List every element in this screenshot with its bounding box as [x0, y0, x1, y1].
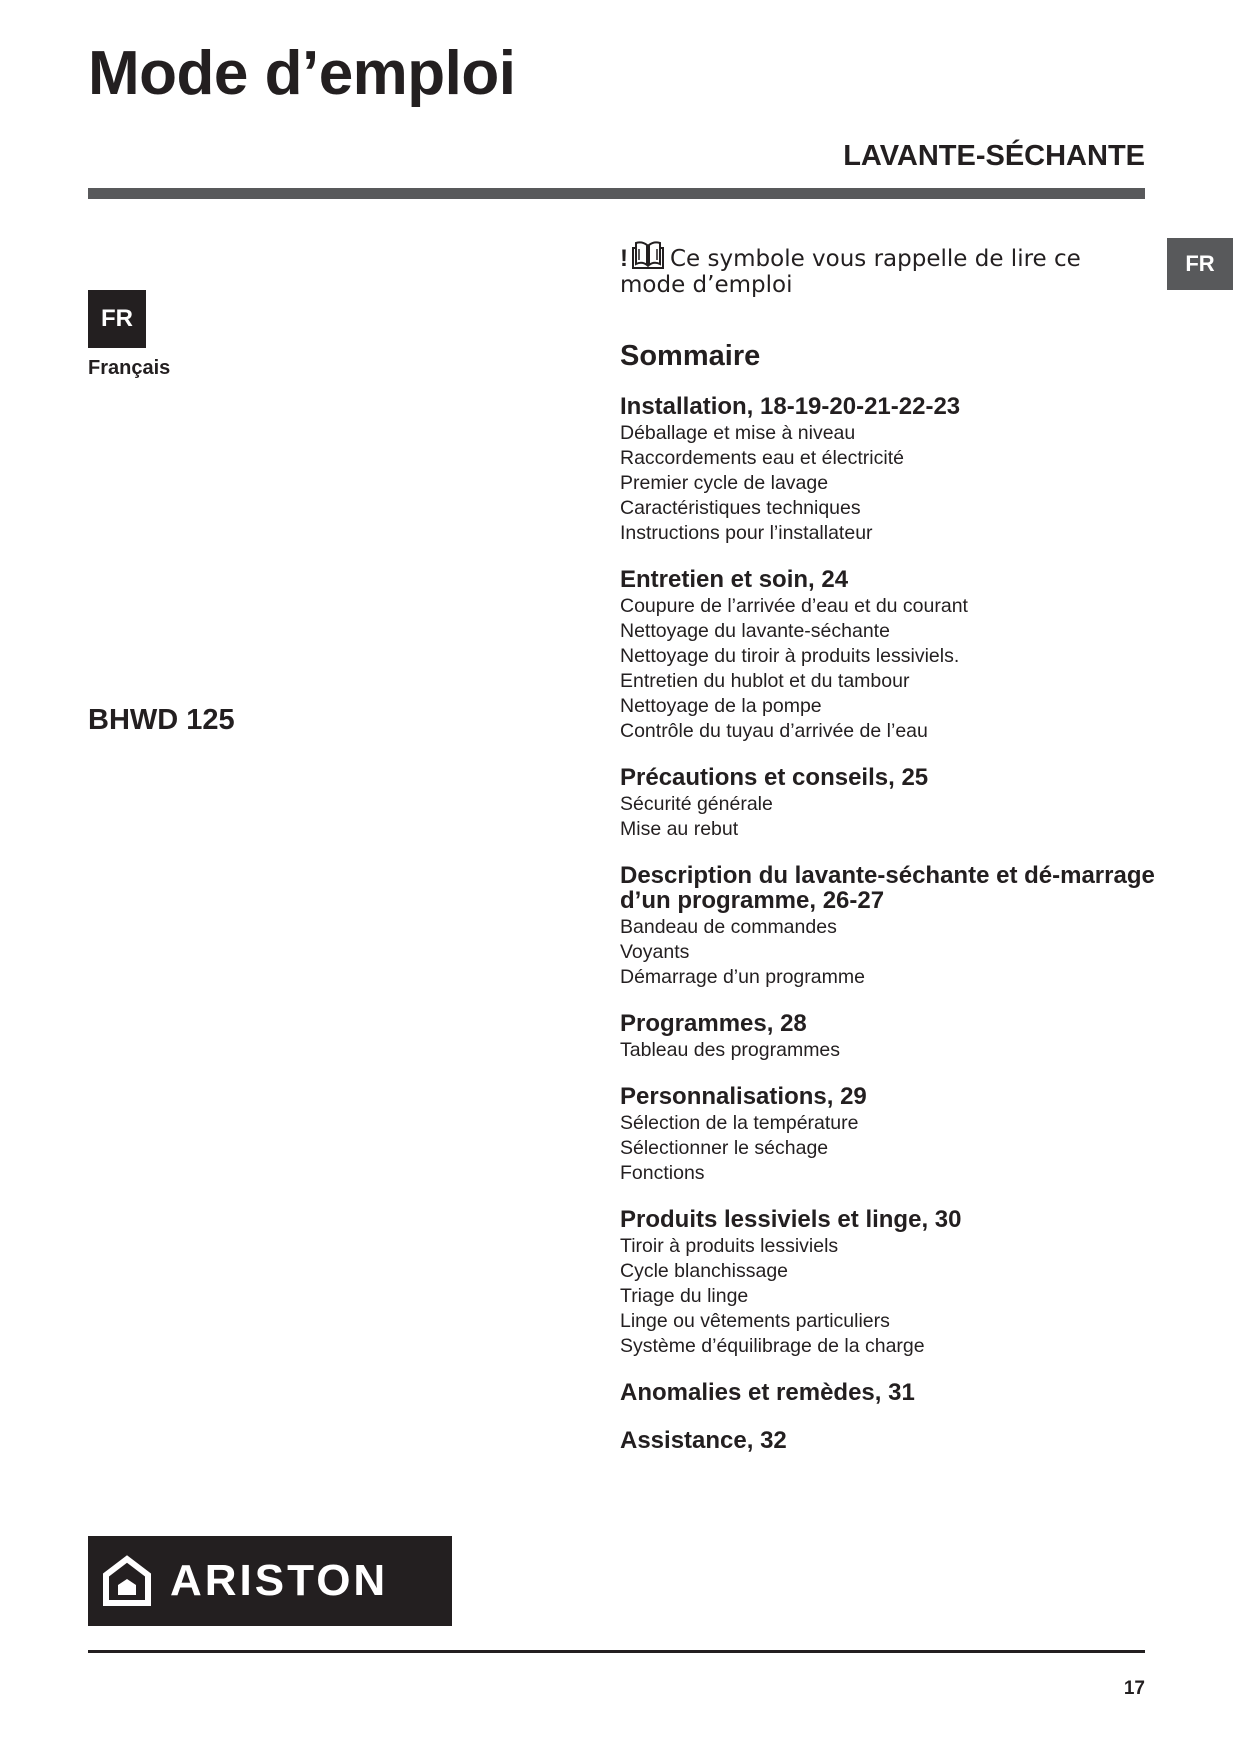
toc-section-heading: Produits lessiviels et linge, 30 [620, 1206, 962, 1233]
toc-item: Fonctions [620, 1162, 705, 1184]
toc-section [620, 1011, 1160, 1063]
toc-section [620, 1380, 1160, 1407]
toc-section [620, 863, 1160, 990]
toc-item: Bandeau de commandes [620, 916, 837, 938]
warning-mark: ! [620, 245, 628, 272]
toc-item: Contrôle du tuyau d’arrivée de l’eau [620, 720, 928, 742]
toc-section-heading: Entretien et soin, 24 [620, 566, 849, 593]
toc-item: Mise au rebut [620, 818, 739, 840]
toc-section-heading: Personnalisations, 29 [620, 1083, 867, 1110]
toc-item: Triage du linge [620, 1285, 749, 1307]
toc-item: Système d’équilibrage de la charge [620, 1335, 925, 1357]
product-type-subtitle: LAVANTE-SÉCHANTE [843, 140, 1145, 172]
toc-item: Tiroir à produits lessiviels [620, 1235, 839, 1257]
toc-item: Tableau des programmes [620, 1039, 841, 1061]
toc-item: Démarrage d’un programme [620, 966, 865, 988]
toc-item: Entretien du hublot et du tambour [620, 670, 910, 692]
footer-divider [88, 1650, 1145, 1653]
toc-item: Nettoyage de la pompe [620, 695, 822, 717]
toc-item: Déballage et mise à niveau [620, 422, 856, 444]
brand-name: ARISTON [170, 1556, 389, 1605]
header-divider [88, 188, 1145, 199]
toc-item: Premier cycle de lavage [620, 472, 829, 494]
toc-title: Sommaire [620, 340, 761, 372]
open-book-icon [630, 240, 666, 270]
toc-item: Sélectionner le séchage [620, 1137, 829, 1159]
toc-item-list [620, 421, 1160, 546]
toc-section-heading: Anomalies et remèdes, 31 [620, 1379, 915, 1406]
ariston-logo [88, 1536, 452, 1626]
toc-section [620, 1428, 1160, 1455]
toc-item: Voyants [620, 941, 690, 963]
toc-section-heading: Installation, 18-19-20-21-22-23 [620, 393, 961, 420]
toc-sections [620, 394, 1160, 1455]
table-of-contents [620, 338, 1160, 1476]
house-logo-icon [102, 1555, 152, 1607]
toc-item-list [620, 1234, 1160, 1359]
toc-item: Sécurité générale [620, 793, 773, 815]
language-badge: FR [88, 290, 146, 348]
toc-item-list [620, 1111, 1160, 1186]
toc-item: Sélection de la température [620, 1112, 859, 1134]
toc-item-list [620, 915, 1160, 990]
language-side-tab: FR [1167, 238, 1233, 290]
toc-section [620, 765, 1160, 842]
toc-section-heading: Description du lavante-séchante et dé-marrage d’un programme, 26-27 [620, 862, 1155, 914]
toc-section-heading: Assistance, 32 [620, 1427, 787, 1454]
toc-section [620, 394, 1160, 546]
language-name: Français [88, 357, 171, 379]
toc-item: Cycle blanchissage [620, 1260, 789, 1282]
toc-item: Coupure de l’arrivée d’eau et du courant [620, 595, 968, 617]
toc-section-heading: Programmes, 28 [620, 1010, 807, 1037]
toc-item: Caractéristiques techniques [620, 497, 861, 519]
notice-text: Ce symbole vous rappelle de lire ce mode d’emploi [620, 246, 1081, 298]
toc-section-heading: Précautions et conseils, 25 [620, 764, 929, 791]
toc-section [620, 1084, 1160, 1186]
model-number: BHWD 125 [88, 704, 235, 736]
toc-section [620, 567, 1160, 744]
toc-item-list [620, 1038, 1160, 1063]
toc-item: Raccordements eau et électricité [620, 447, 904, 469]
toc-item: Linge ou vêtements particuliers [620, 1310, 890, 1332]
toc-item: Nettoyage du tiroir à produits lessiviels. [620, 645, 960, 667]
page-title: Mode d’emploi [88, 39, 516, 108]
toc-item-list [620, 792, 1160, 842]
toc-section [620, 1207, 1160, 1359]
read-manual-notice [620, 240, 1145, 298]
toc-item-list [620, 594, 1160, 744]
toc-item: Instructions pour l’installateur [620, 522, 873, 544]
toc-item: Nettoyage du lavante-séchante [620, 620, 890, 642]
page-number: 17 [1123, 1678, 1145, 1699]
